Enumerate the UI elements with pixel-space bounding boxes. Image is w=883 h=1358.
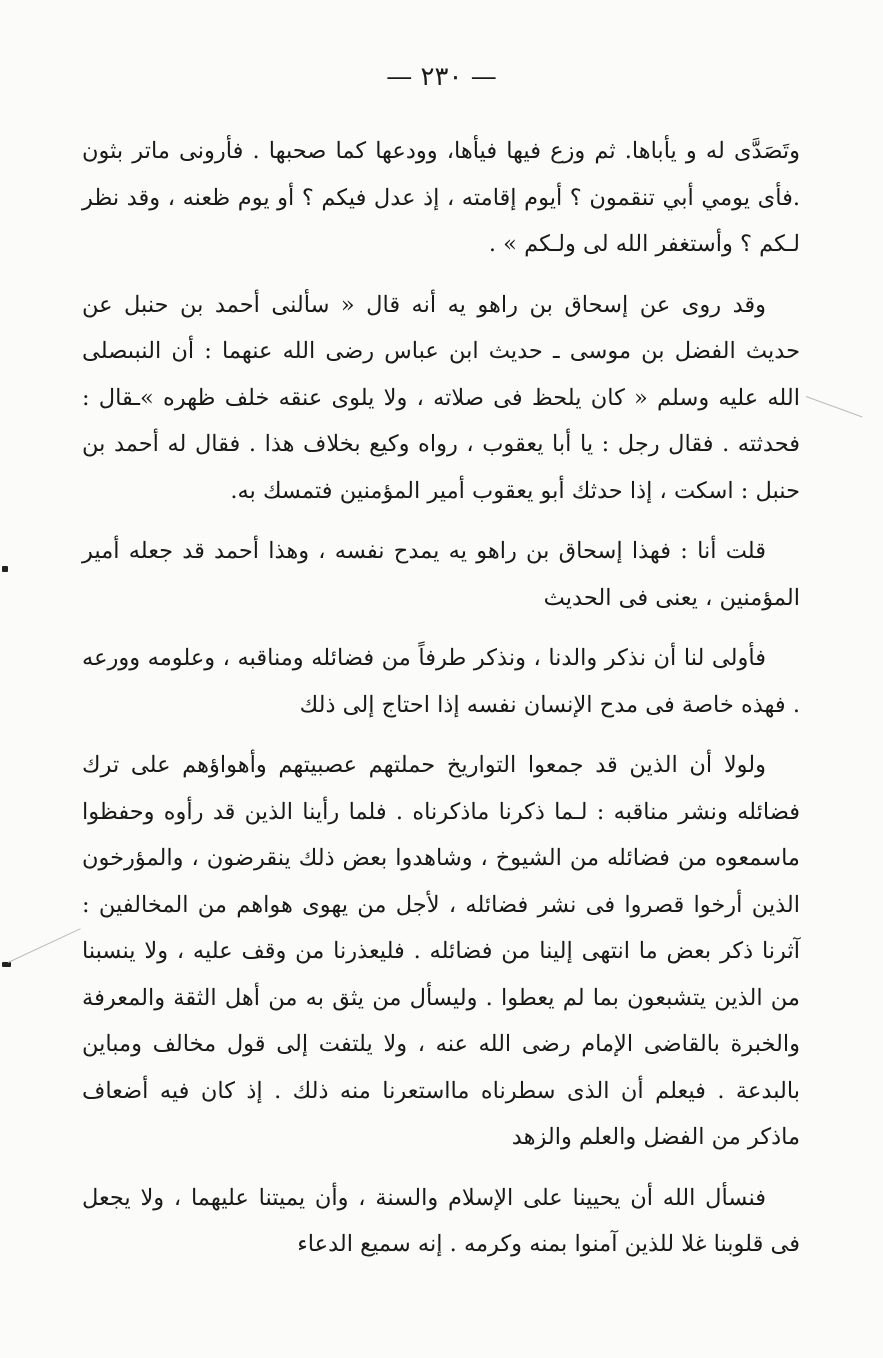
margin-mark <box>2 566 8 572</box>
paragraph-5: ولولا أن الذين قد جمعوا التواريخ حملتهم عصبيتهم وأهواؤهم على ترك فضائله ونشر مناقبه : لـما ذكرنا ماذكرناه . فلما رأينا الذين قد رأوه وحفظوا ماسمعوه من فضائله من الشيوخ ، وشاهدوا بعض ذلك ينقرضون ، والمؤرخون الذين أرخوا قصروا فى نشر فضائله ، لأجل من يهوى هواهم من المخالفين : آثرنا ذكر بعض ما انتهى إلينا من فضائله . فليعذرنا من وقف عليه ، ولا ينسبنا من الذين يتشبعون بما لم يعطوا . وليسأل من يثق به من أهل الثقة والمعرفة والخبرة بالقاضى الإمام رضى الله عنه ، ولا يلتفت إلى قول مخالف ومباين بالبدعة . فيعلم أن الذى سطرناه مااستعرنا منه ذلك . إذ كان فيه أضعاف ماذكر من الفضل والعلم والزهد <box>82 752 800 1150</box>
paragraph-1: وتَصَدَّى له و يأباها. ثم وزع فيها فيأها، وودعها كما صحبها . فأرونى ماتر بثون .فأى يومي أبي تنقمون ؟ أيوم إقامته ، إذ عدل فيكم ؟ أو يوم ظعنه ، وقد نظر لـكم ؟ وأستغفر الله لى ولـكم » . <box>82 138 800 257</box>
paragraph-6: فنسأل الله أن يحيينا على الإسلام والسنة ، وأن يميتنا عليهما ، ولا يجعل فى قلوبنا غلا للذين آمنوا بمنه وكرمه . إنه سميع الدعاء <box>82 1184 800 1257</box>
paragraph-2: وقد روى عن إسحاق بن راهو يه أنه قال « سألنى أحمد بن حنبل عن حديث الفضل بن موسى ـ حديث ابن عباس رضى الله عنهما : أن النبىصلى الله عليه وسلم « كان يلحظ فى صلاته ، ولا يلوى عنقه خلف ظهره »ـقال : فحدثته . فقال رجل : يا أبا يعقوب ، رواه وكيع بخلاف هذا . فقال له أحمد بن حنبل : اسكت ، إذا حدثك أبو يعقوب أمير المؤمنين فتمسك به. <box>82 291 800 504</box>
margin-mark <box>2 962 11 967</box>
scan-scratch <box>806 396 863 417</box>
paragraph-3: قلت أنا : فهذا إسحاق بن راهو يه يمدح نفسه ، وهذا أحمد قد جعله أمير المؤمنين ، يعنى فى الحديث <box>82 538 800 611</box>
paragraph-4: فأولى لنا أن نذكر والدنا ، ونذكر طرفاً من فضائله ومناقبه ، وعلومه وورعه . فهذه خاصة فى مدح الإنسان نفسه إذا احتاج إلى ذلك <box>82 645 800 718</box>
page-number: — ٢٣٠ — <box>386 62 497 92</box>
page-body <box>82 128 800 1268</box>
scan-scratch <box>8 928 81 963</box>
